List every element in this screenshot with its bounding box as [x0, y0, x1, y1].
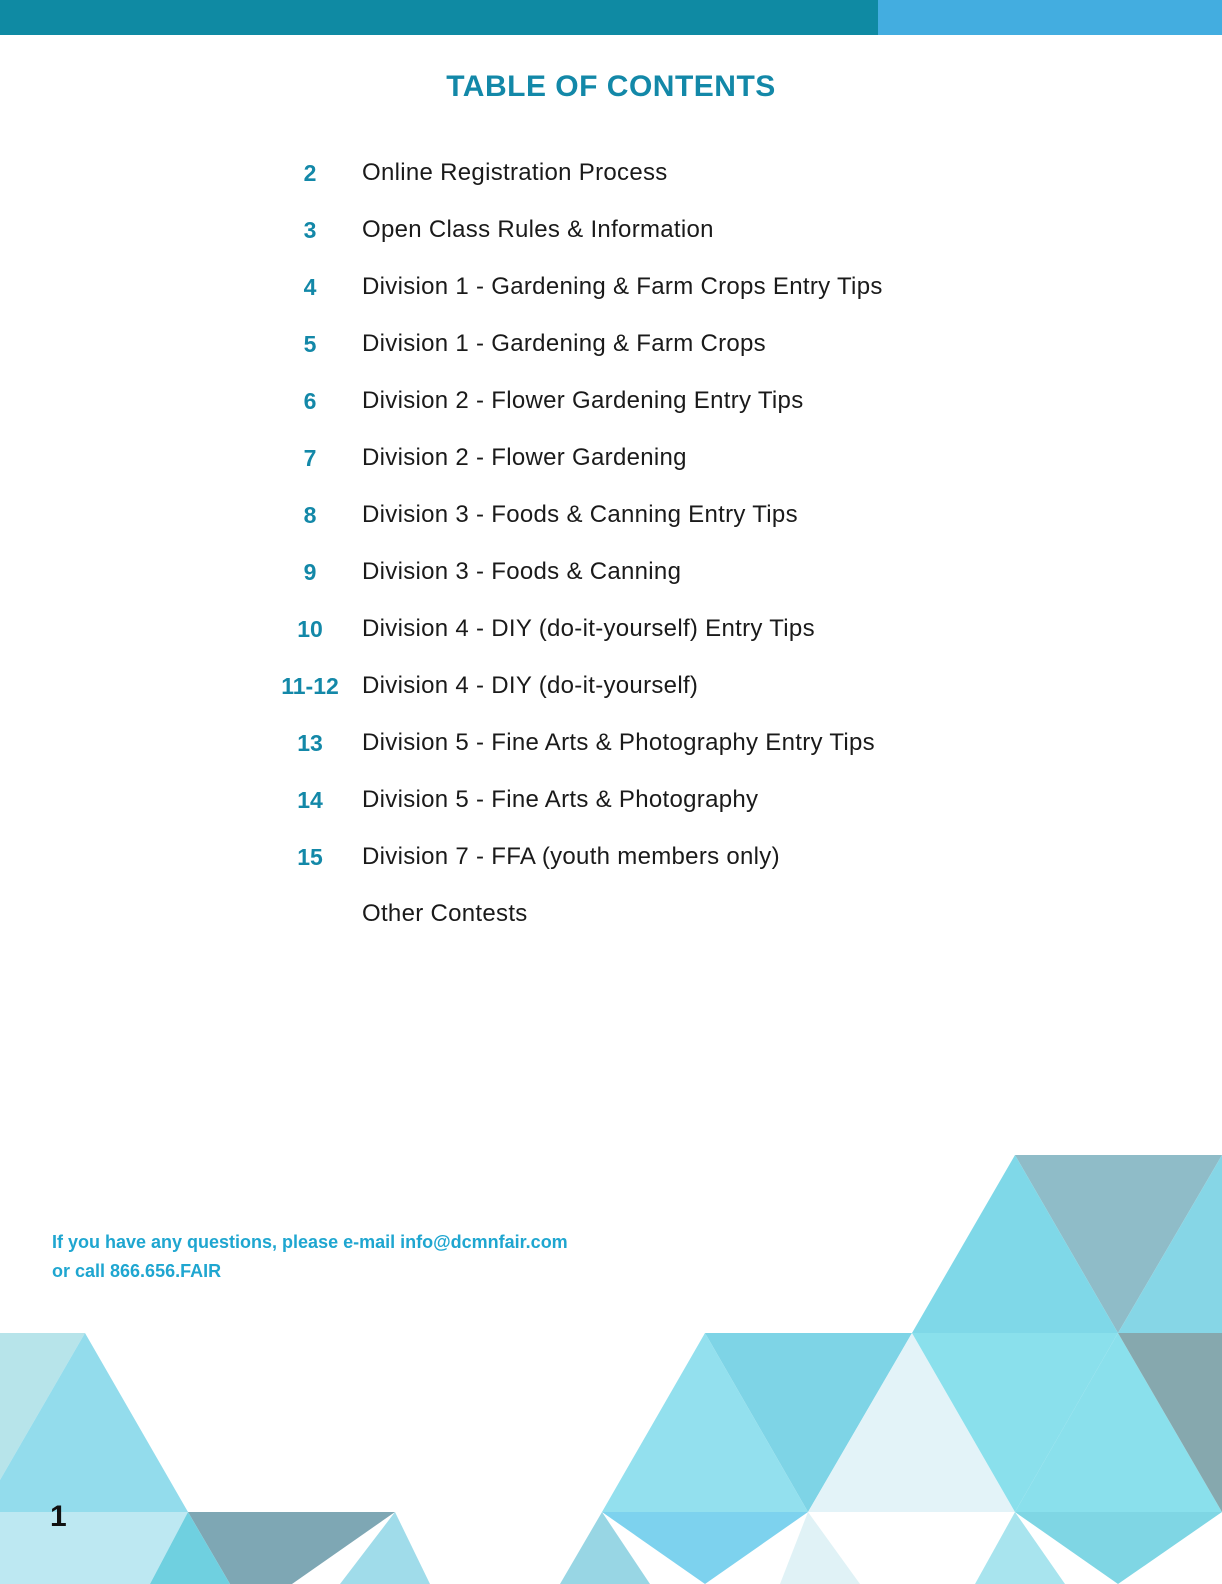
toc-page-number: 6: [303, 388, 317, 414]
toc-entry-label: Division 5 - Fine Arts & Photography Entry Tips: [362, 729, 875, 756]
toc-entry-label: Division 4 - DIY (do-it-yourself): [362, 672, 699, 699]
contact-phone-line[interactable]: or call 866.656.FAIR: [52, 1261, 222, 1281]
toc-page-number: 14: [297, 787, 323, 813]
toc-row[interactable]: [0, 153, 1222, 193]
toc-entry-label: Division 1 - Gardening & Farm Crops: [362, 330, 766, 357]
toc-row[interactable]: [0, 495, 1222, 535]
toc-page-number: 7: [303, 445, 317, 471]
toc-row[interactable]: [0, 666, 1222, 706]
toc-page-number: 4: [303, 274, 317, 300]
toc-entry-label: Other Contests: [362, 900, 528, 927]
page-number: 1: [50, 1500, 67, 1533]
toc-row[interactable]: [0, 438, 1222, 478]
toc-page-number: 5: [303, 331, 317, 357]
toc-entry-label: Division 5 - Fine Arts & Photography: [362, 786, 759, 813]
toc-row[interactable]: [0, 894, 1222, 934]
toc-page-number: 3: [303, 217, 317, 243]
toc-row[interactable]: [0, 267, 1222, 307]
toc-entry-label: Open Class Rules & Information: [362, 216, 714, 243]
toc-entry-label: Division 2 - Flower Gardening Entry Tips: [362, 387, 804, 414]
toc-title: TABLE OF CONTENTS: [446, 70, 776, 103]
toc-page-number: 11-12: [281, 673, 339, 699]
contact-email-line[interactable]: If you have any questions, please e-mail info@dcmnfair.com: [52, 1232, 568, 1252]
toc-row[interactable]: [0, 780, 1222, 820]
toc-row[interactable]: [0, 837, 1222, 877]
toc-row[interactable]: [0, 324, 1222, 364]
toc-entry-label: Division 3 - Foods & Canning: [362, 558, 682, 585]
toc-row[interactable]: [0, 723, 1222, 763]
toc-row[interactable]: [0, 609, 1222, 649]
toc-row[interactable]: [0, 552, 1222, 592]
toc-page-number: 15: [297, 844, 323, 870]
toc-entry-label: Division 7 - FFA (youth members only): [362, 843, 780, 870]
toc-entry-label: Division 3 - Foods & Canning Entry Tips: [362, 501, 798, 528]
toc-row[interactable]: [0, 210, 1222, 250]
toc-page-number: 8: [303, 502, 317, 528]
toc-row[interactable]: [0, 381, 1222, 421]
toc-page-number: 2: [303, 160, 317, 186]
toc-page-number: 10: [297, 616, 323, 642]
toc-page-number: 9: [303, 559, 317, 585]
toc-entry-label: Division 1 - Gardening & Farm Crops Entry Tips: [362, 273, 883, 300]
toc-entry-label: Online Registration Process: [362, 159, 668, 186]
toc-entry-label: Division 4 - DIY (do-it-yourself) Entry Tips: [362, 615, 815, 642]
toc-page-number: 13: [297, 730, 323, 756]
toc-entry-label: Division 2 - Flower Gardening: [362, 444, 687, 471]
